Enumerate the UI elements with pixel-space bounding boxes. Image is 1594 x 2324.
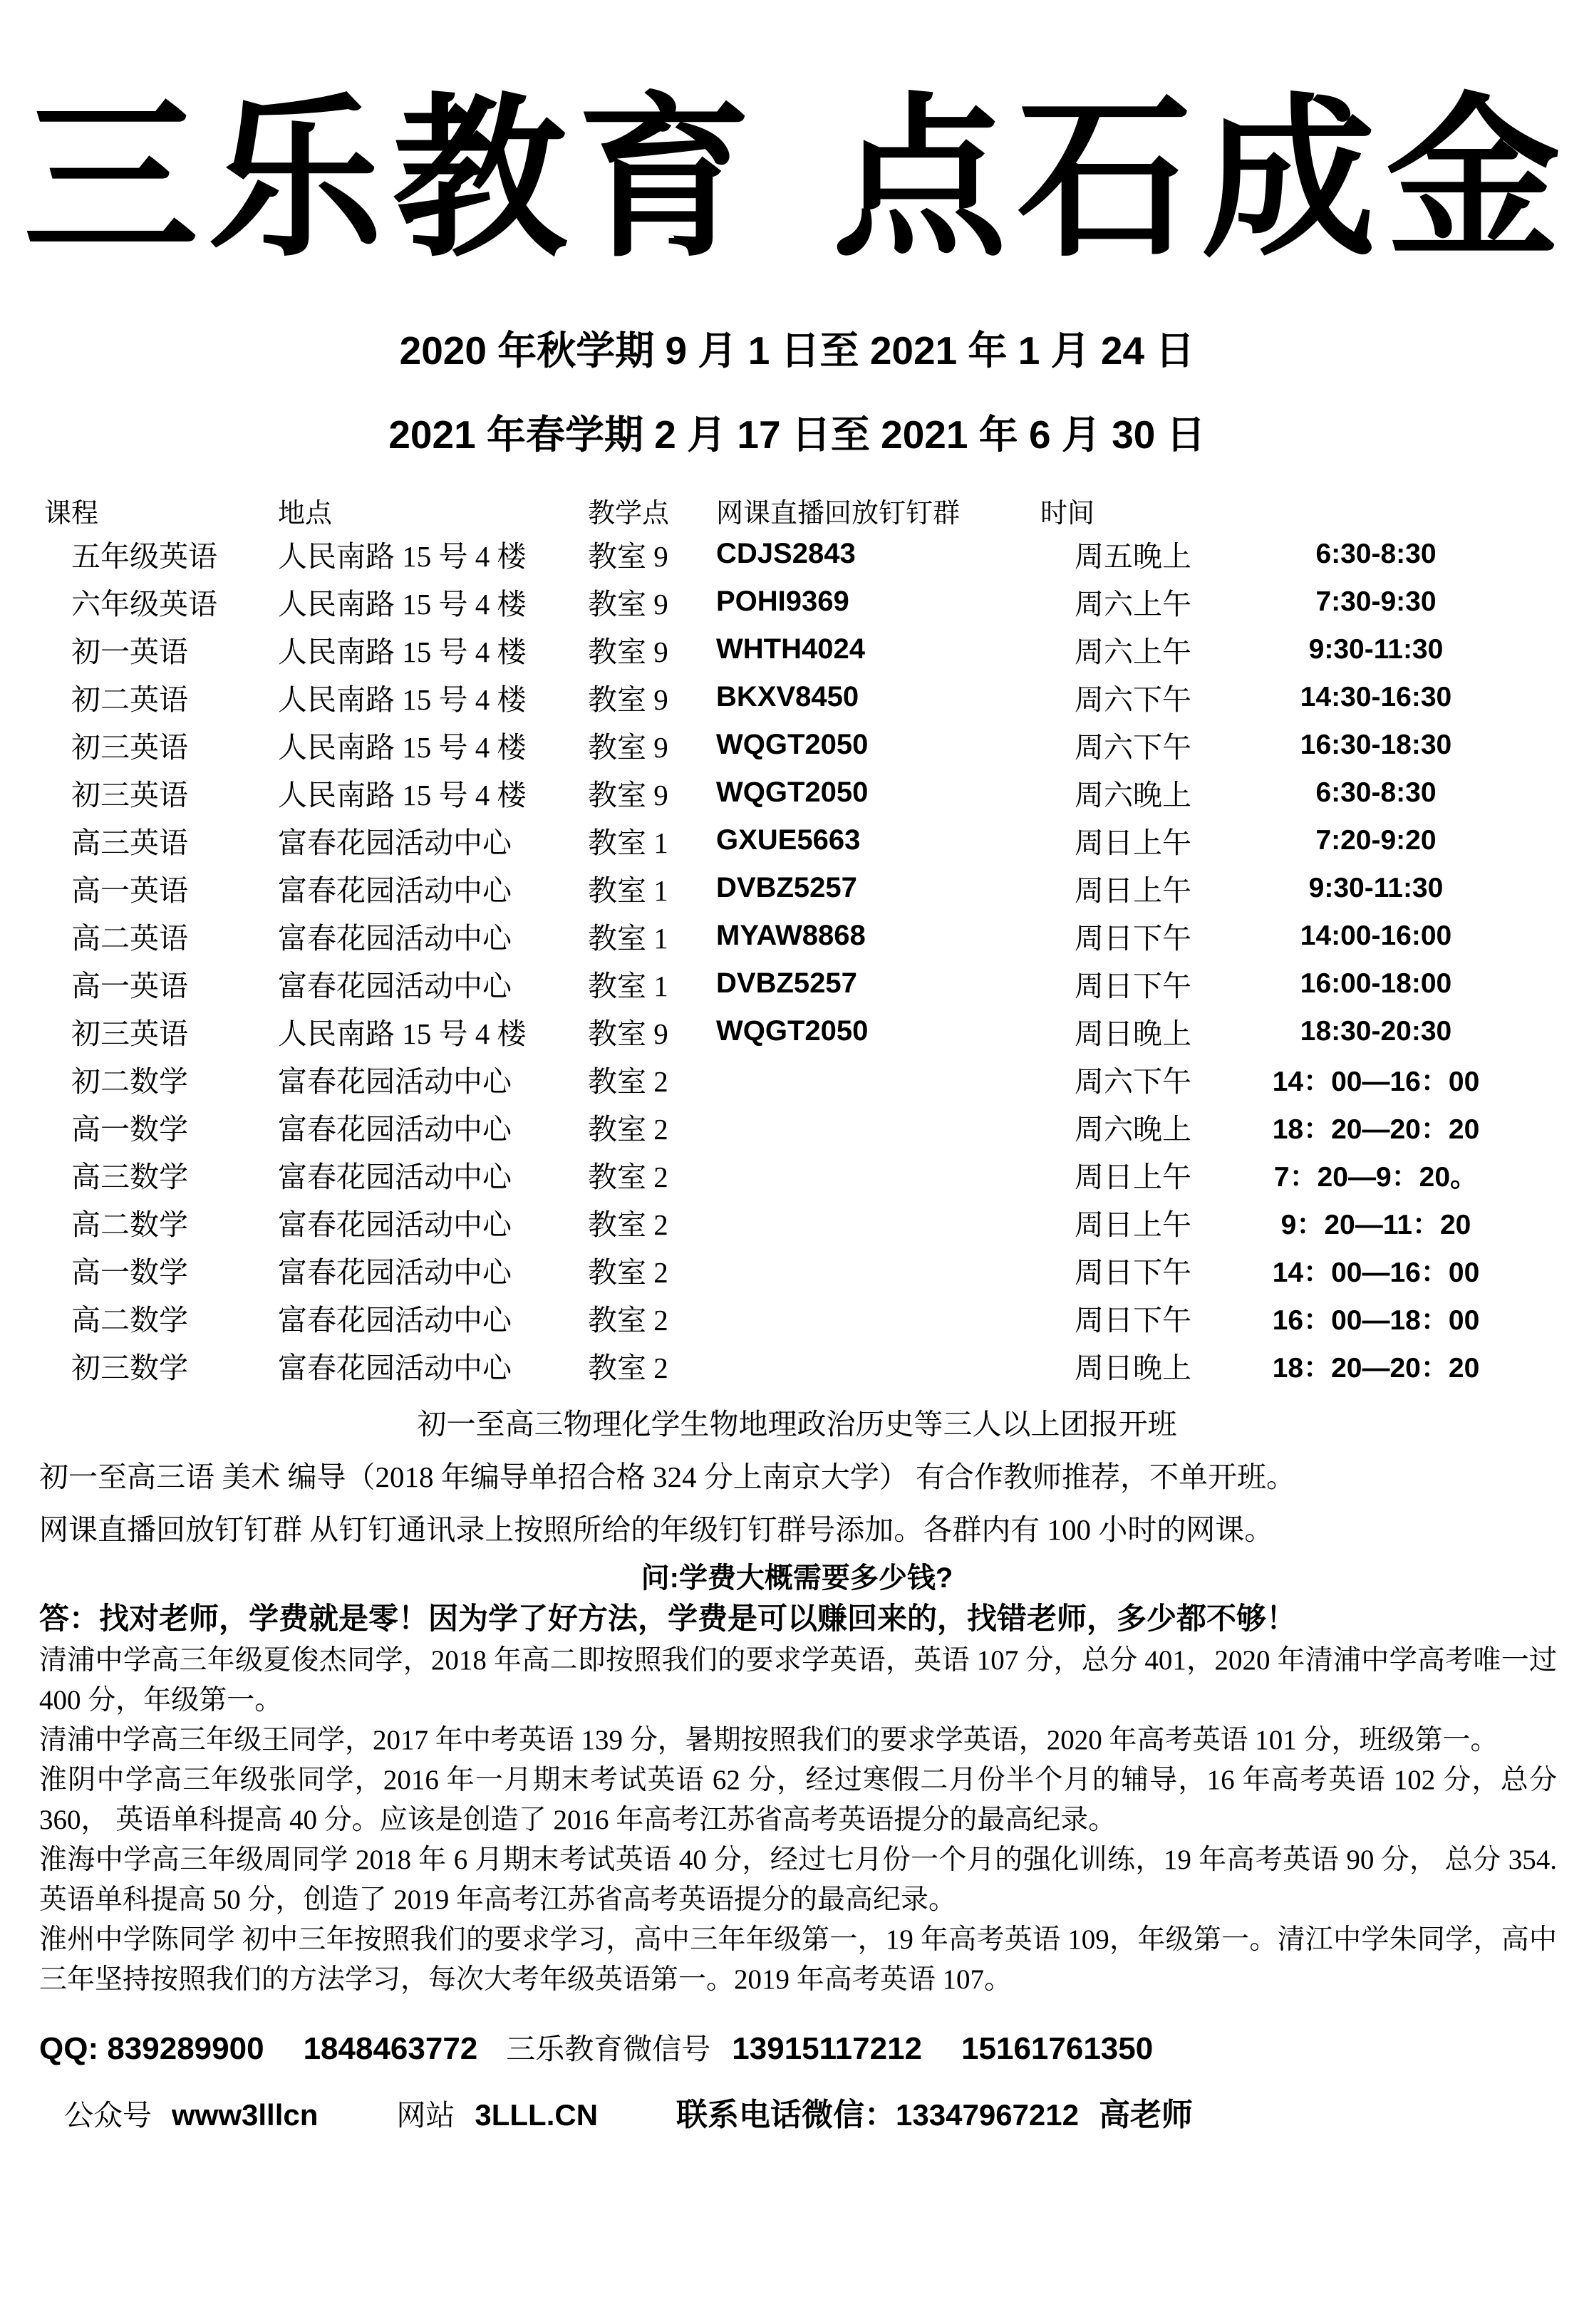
location-cell: 富春花园活动中心 xyxy=(278,1208,512,1241)
wechat-number-1: 13915117212 xyxy=(732,2031,923,2066)
header-site: 教学点 xyxy=(588,499,670,529)
classroom-cell: 教室 2 xyxy=(588,1208,668,1241)
dingtalk-code-cell: WQGT2050 xyxy=(716,729,869,760)
table-row xyxy=(0,578,1594,626)
course-cell: 初三英语 xyxy=(71,779,188,811)
day-cell: 周日上午 xyxy=(1075,1161,1191,1193)
header-empty xyxy=(1251,491,1594,530)
flyer-page xyxy=(0,68,1594,2324)
dingtalk-code-cell xyxy=(716,1246,1015,1294)
time-cell: 16：00—18：00 xyxy=(1272,1304,1480,1336)
course-cell: 高二数学 xyxy=(71,1208,188,1241)
time-cell: 16:00-18:00 xyxy=(1300,968,1452,999)
dingtalk-code-cell xyxy=(716,1294,1015,1342)
course-cell: 初三数学 xyxy=(71,1352,188,1384)
semester-line-spring: 2021 年春学期 2 月 17 日至 2021 年 6 月 30 日 xyxy=(388,413,1206,457)
course-cell: 高一数学 xyxy=(71,1113,188,1146)
classroom-cell: 教室 9 xyxy=(588,1017,668,1050)
day-cell: 周六下午 xyxy=(1075,683,1191,716)
location-cell: 富春花园活动中心 xyxy=(278,1113,512,1146)
location-cell: 富春花园活动中心 xyxy=(278,1352,512,1384)
day-cell: 周六下午 xyxy=(1075,1065,1191,1098)
classroom-cell: 教室 2 xyxy=(588,1304,668,1337)
time-cell: 14：00—16：00 xyxy=(1272,1257,1480,1288)
course-cell: 高二数学 xyxy=(71,1304,188,1337)
time-cell: 18：20—20：20 xyxy=(1272,1352,1480,1384)
official-account-id: www3lllcn xyxy=(172,2098,319,2132)
website-url: 3LLL.CN xyxy=(475,2098,599,2132)
day-cell: 周日上午 xyxy=(1075,826,1191,859)
table-row xyxy=(0,1055,1594,1103)
dingtalk-code-cell: DVBZ5257 xyxy=(716,968,857,999)
teacher-name: 高老师 xyxy=(1099,2097,1193,2132)
dingtalk-code-cell: WQGT2050 xyxy=(716,1015,869,1047)
art-course-note: 初一至高三语 美术 编导（2018 年编导单招合格 324 分上南京大学） 有合作教师推荐，不单开班。 xyxy=(39,1461,1295,1493)
classroom-cell: 教室 1 xyxy=(588,922,668,955)
qa-question: 问:学费大概需要多少钱? xyxy=(641,1562,953,1594)
time-cell: 6:30-8:30 xyxy=(1315,538,1437,569)
time-cell: 7：20—9：20。 xyxy=(1273,1161,1479,1193)
time-cell: 9：20—11：20 xyxy=(1280,1209,1471,1240)
testimonial-paragraph: 淮海中学高三年级周同学 2018 年 6 月期末考试英语 40 分，经过七月份一个月的强化训练，19 年高考英语 90 分， 总分 354. 英语单科提高 50 分，创造了 2019 年高考江苏省高考英语提分的最高纪录。 xyxy=(39,1845,1557,1915)
classroom-cell: 教室 2 xyxy=(588,1113,668,1146)
dingtalk-code-cell: BKXV8450 xyxy=(716,681,859,712)
qq-number-2: 1848463772 xyxy=(303,2031,478,2066)
schedule-table-body xyxy=(0,530,1594,1389)
table-row xyxy=(0,912,1594,960)
time-cell: 9:30-11:30 xyxy=(1308,633,1444,665)
location-cell: 人民南路 15 号 4 楼 xyxy=(278,636,527,668)
website-label: 网站 xyxy=(396,2099,455,2132)
table-row xyxy=(0,816,1594,864)
day-cell: 周日下午 xyxy=(1075,970,1191,1002)
table-row xyxy=(0,1246,1594,1294)
classroom-cell: 教室 9 xyxy=(588,683,668,716)
table-row xyxy=(0,1103,1594,1151)
header-location: 地点 xyxy=(278,499,333,529)
table-row xyxy=(0,721,1594,769)
time-cell: 6:30-8:30 xyxy=(1315,777,1437,808)
classroom-cell: 教室 9 xyxy=(588,636,668,668)
table-row xyxy=(0,769,1594,816)
course-cell: 高三英语 xyxy=(71,826,188,859)
contacts-line-1 xyxy=(0,2025,1594,2068)
day-cell: 周六下午 xyxy=(1075,731,1191,764)
classroom-cell: 教室 1 xyxy=(588,826,668,859)
dingtalk-code-cell: GXUE5663 xyxy=(716,824,861,856)
location-cell: 富春花园活动中心 xyxy=(278,1065,512,1098)
table-row xyxy=(0,864,1594,912)
table-row xyxy=(0,1294,1594,1342)
time-cell: 14:00-16:00 xyxy=(1300,920,1452,951)
dingtalk-code-cell: WHTH4024 xyxy=(716,633,865,665)
dingtalk-note: 网课直播回放钉钉群 从钉钉通讯录上按照所给的年级钉钉群号添加。各群内有 100 小时的网课。 xyxy=(39,1513,1274,1546)
phone-label: 联系电话微信： xyxy=(676,2097,896,2132)
location-cell: 人民南路 15 号 4 楼 xyxy=(278,588,527,621)
time-cell: 14：00—16：00 xyxy=(1272,1066,1480,1097)
dingtalk-code-cell xyxy=(716,1103,1015,1151)
day-cell: 周日下午 xyxy=(1075,1304,1191,1337)
table-row xyxy=(0,1198,1594,1246)
time-cell: 7:20-9:20 xyxy=(1315,824,1437,856)
course-cell: 高三数学 xyxy=(71,1161,188,1193)
dingtalk-code-cell xyxy=(716,1198,1015,1246)
group-enroll-note: 初一至高三物理化学生物地理政治历史等三人以上团报开班 xyxy=(417,1408,1177,1441)
location-cell: 人民南路 15 号 4 楼 xyxy=(278,1017,527,1050)
location-cell: 富春花园活动中心 xyxy=(278,970,512,1002)
classroom-cell: 教室 9 xyxy=(588,540,668,573)
classroom-cell: 教室 2 xyxy=(588,1065,668,1098)
classroom-cell: 教室 2 xyxy=(588,1352,668,1384)
classroom-cell: 教室 2 xyxy=(588,1161,668,1193)
location-cell: 富春花园活动中心 xyxy=(278,922,512,955)
course-cell: 初二英语 xyxy=(71,683,188,716)
classroom-cell: 教室 1 xyxy=(588,874,668,907)
dingtalk-code-cell xyxy=(716,1055,1015,1103)
testimonial-paragraph: 清浦中学高三年级王同学，2017 年中考英语 139 分，暑期按照我们的要求学英语，2020 年高考英语 101 分，班级第一。 xyxy=(39,1725,1499,1755)
location-cell: 富春花园活动中心 xyxy=(278,1161,512,1193)
course-cell: 初一英语 xyxy=(71,636,188,668)
header-course: 课程 xyxy=(44,499,99,529)
dingtalk-code-cell: WQGT2050 xyxy=(716,777,869,808)
table-row xyxy=(0,626,1594,673)
wechat-label: 三乐教育微信号 xyxy=(506,2033,711,2065)
time-cell: 14:30-16:30 xyxy=(1300,681,1452,712)
testimonial-paragraph: 清浦中学高三年级夏俊杰同学，2018 年高二即按照我们的要求学英语，英语 107 分，总分 401，2020 年清浦中学高考唯一过 400 分，年级第一。 xyxy=(39,1645,1557,1716)
table-row xyxy=(0,530,1594,578)
course-cell: 初三英语 xyxy=(71,1017,188,1050)
location-cell: 富春花园活动中心 xyxy=(278,1304,512,1337)
qa-answer: 答：找对老师，学费就是零！因为学了好方法，学费是可以赚回来的，找错老师，多少都不够！ xyxy=(39,1602,1297,1635)
dingtalk-code-cell: DVBZ5257 xyxy=(716,872,857,903)
wechat-number-2: 15161761350 xyxy=(961,2031,1154,2066)
day-cell: 周六晚上 xyxy=(1075,779,1191,811)
dingtalk-code-cell xyxy=(716,1342,1015,1389)
day-cell: 周日下午 xyxy=(1075,922,1191,955)
day-cell: 周日下午 xyxy=(1075,1256,1191,1289)
header-time: 时间 xyxy=(1040,499,1095,529)
time-cell: 18：20—20：20 xyxy=(1272,1114,1480,1145)
course-cell: 初二数学 xyxy=(71,1065,188,1098)
course-cell: 高一英语 xyxy=(71,970,188,1002)
table-row xyxy=(0,960,1594,1007)
classroom-cell: 教室 9 xyxy=(588,779,668,811)
course-cell: 五年级英语 xyxy=(71,540,217,573)
table-row xyxy=(0,1342,1594,1389)
course-cell: 初三英语 xyxy=(71,731,188,764)
classroom-cell: 教室 9 xyxy=(588,588,668,621)
day-cell: 周日上午 xyxy=(1075,874,1191,907)
dingtalk-code-cell: CDJS2843 xyxy=(716,538,856,569)
semester-line-fall: 2020 年秋学期 9 月 1 日至 2021 年 1 月 24 日 xyxy=(399,328,1195,373)
testimonials-section xyxy=(0,1641,1594,2000)
day-cell: 周日晚上 xyxy=(1075,1352,1191,1384)
location-cell: 富春花园活动中心 xyxy=(278,874,512,907)
course-cell: 高二英语 xyxy=(71,922,188,955)
schedule-table xyxy=(0,491,1594,1389)
testimonial-paragraph: 淮阴中学高三年级张同学，2016 年一月期末考试英语 62 分，经过寒假二月份半个月的辅导，16 年高考英语 102 分，总分 360， 英语单科提高 40 分。应该是创造了 2016 年高考江苏省高考英语提分的最高纪录。 xyxy=(39,1765,1557,1835)
schedule-header-row xyxy=(0,491,1594,530)
course-cell: 高一英语 xyxy=(71,874,188,907)
dingtalk-code-cell xyxy=(716,1151,1015,1198)
location-cell: 人民南路 15 号 4 楼 xyxy=(278,683,527,716)
location-cell: 人民南路 15 号 4 楼 xyxy=(278,540,527,573)
classroom-cell: 教室 2 xyxy=(588,1256,668,1289)
table-row xyxy=(0,1151,1594,1198)
official-account-label: 公众号 xyxy=(64,2099,152,2132)
time-cell: 9:30-11:30 xyxy=(1308,872,1444,903)
day-cell: 周五晚上 xyxy=(1075,540,1191,573)
time-cell: 16:30-18:30 xyxy=(1300,729,1452,760)
classroom-cell: 教室 9 xyxy=(588,731,668,764)
contacts-line-2 xyxy=(0,2089,1594,2134)
time-cell: 7:30-9:30 xyxy=(1315,586,1437,617)
time-cell: 18:30-20:30 xyxy=(1300,1015,1452,1047)
location-cell: 富春花园活动中心 xyxy=(278,826,512,859)
location-cell: 人民南路 15 号 4 楼 xyxy=(278,779,527,811)
phone-number: 13347967212 xyxy=(896,2098,1079,2132)
location-cell: 富春花园活动中心 xyxy=(278,1256,512,1289)
day-cell: 周六晚上 xyxy=(1075,1113,1191,1146)
testimonial-paragraph: 淮州中学陈同学 初中三年按照我们的要求学习，高中三年年级第一，19 年高考英语 109，年级第一。清江中学朱同学，高中三年坚持按照我们的方法学习，每次大考年级英语第一。2019 年高考英语 107。 xyxy=(39,1924,1557,1995)
day-cell: 周六上午 xyxy=(1075,588,1191,621)
table-row xyxy=(0,673,1594,721)
table-row xyxy=(0,1007,1594,1055)
dingtalk-code-cell: MYAW8868 xyxy=(716,920,866,951)
day-cell: 周日上午 xyxy=(1075,1208,1191,1241)
qq-number-1: QQ: 839289900 xyxy=(39,2031,264,2066)
header-dingtalk-group: 网课直播回放钉钉群 xyxy=(716,499,961,529)
day-cell: 周日晚上 xyxy=(1075,1017,1191,1050)
classroom-cell: 教室 1 xyxy=(588,970,668,1002)
dingtalk-code-cell: POHI9369 xyxy=(716,586,849,617)
location-cell: 人民南路 15 号 4 楼 xyxy=(278,731,527,764)
day-cell: 周六上午 xyxy=(1075,636,1191,668)
page-title: 三乐教育 点石成金 xyxy=(23,76,1571,281)
course-cell: 六年级英语 xyxy=(71,588,217,621)
semester-dates xyxy=(0,308,1594,477)
course-cell: 高一数学 xyxy=(71,1256,188,1289)
